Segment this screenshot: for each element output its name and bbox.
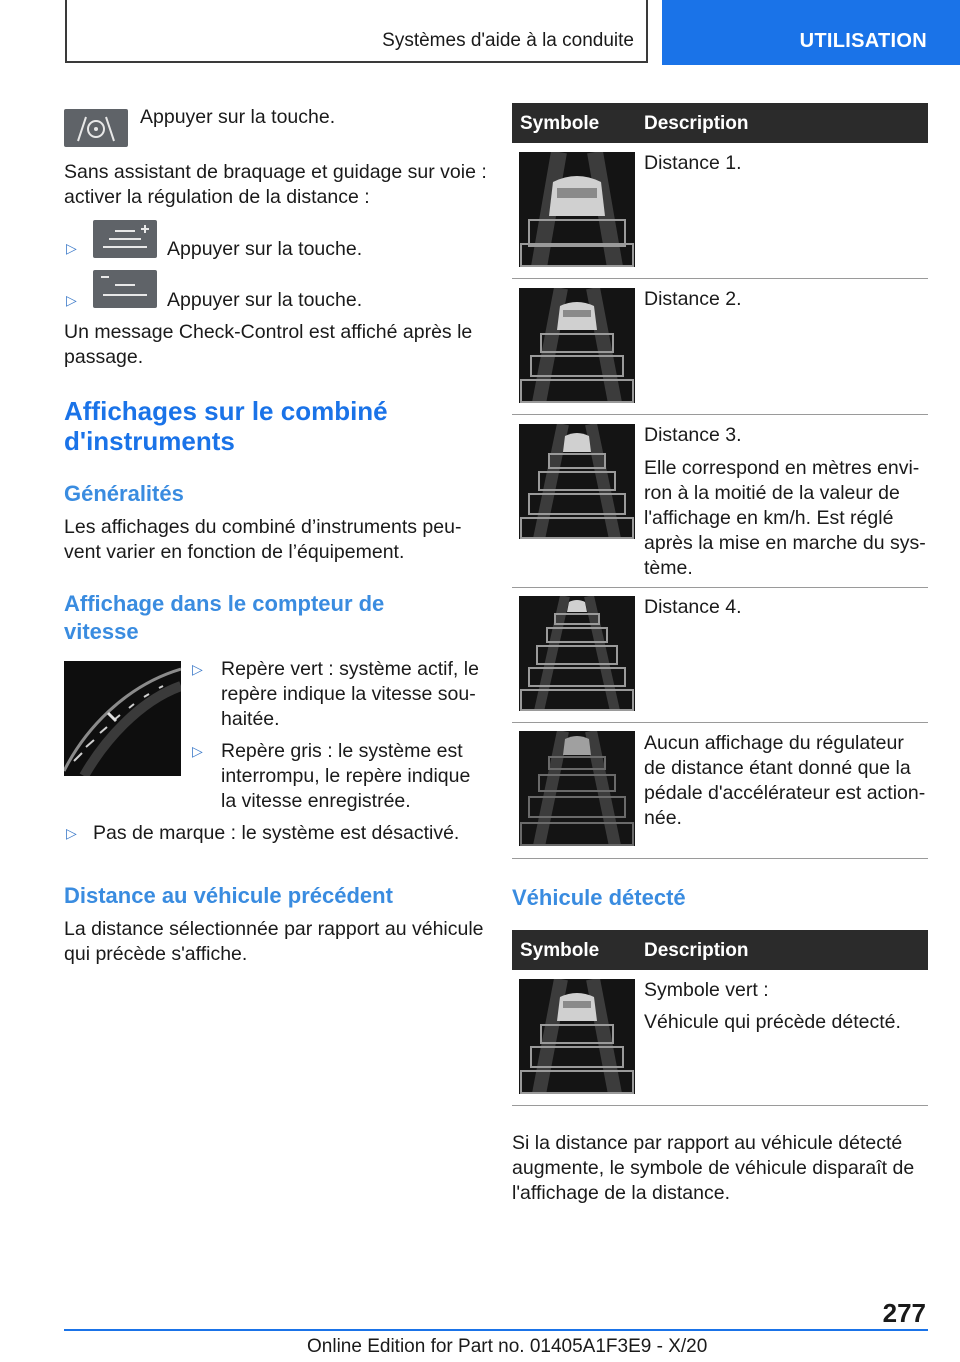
paragraph-line: Les affichages du combiné d’instruments peu- xyxy=(64,516,462,538)
table-row-divider xyxy=(512,278,928,279)
col-header-description: Description xyxy=(644,113,749,134)
header-section-title: Systèmes d'aide à la conduite xyxy=(382,30,634,51)
table-cell-description: Distance 1. xyxy=(644,152,742,174)
table-cell-description: Distance 3. xyxy=(644,424,742,446)
speedometer-marker-image xyxy=(64,661,181,776)
table-cell-description: l'affichage en km/h. Est réglé xyxy=(644,507,894,529)
table-row-divider xyxy=(512,414,928,415)
bullet-text: la vitesse enregistrée. xyxy=(221,790,411,812)
bullet-text: Pas de marque : le système est désactivé. xyxy=(93,822,460,844)
header-chapter-title: UTILISATION xyxy=(799,30,927,52)
bullet-text: Repère vert : système actif, le xyxy=(221,658,479,680)
paragraph-line: l'affichage de la distance. xyxy=(512,1182,731,1204)
footer-divider xyxy=(64,1329,928,1331)
col-header-symbole: Symbole xyxy=(520,113,600,134)
bullet-text: haitée. xyxy=(221,708,280,730)
distance-2-symbol-image xyxy=(519,288,635,403)
paragraph-line: augmente, le symbole de véhicule disparaît de xyxy=(512,1157,915,1179)
heading-compteur-vitesse: Affichage dans le compteur de xyxy=(64,591,385,616)
bullet-text: interrompu, le repère indique xyxy=(221,765,471,787)
paragraph-line: passage. xyxy=(64,346,144,368)
bullet-press-button: Appuyer sur la touche. xyxy=(167,238,363,260)
distance-no-display-symbol-image xyxy=(519,731,635,846)
bullet-text: Repère gris : le système est xyxy=(221,740,463,762)
table-cell-description: Distance 4. xyxy=(644,596,742,618)
bullet-triangle-icon: ▷ xyxy=(66,240,77,256)
table-header xyxy=(512,930,928,970)
bullet-triangle-icon: ▷ xyxy=(66,292,77,308)
distance-decrease-button-icon xyxy=(93,270,157,308)
table-row-divider xyxy=(512,1105,928,1106)
col-header-symbole: Symbole xyxy=(520,940,600,961)
heading-affichages-cont: d'instruments xyxy=(64,426,235,456)
heading-compteur-vitesse-cont: vitesse xyxy=(64,619,139,644)
table-cell-description: Elle correspond en mètres envi- xyxy=(644,457,920,479)
distance-increase-button-icon xyxy=(93,220,157,258)
table-cell-description: Véhicule qui précède détecté. xyxy=(644,1011,901,1033)
distance-3-symbol-image xyxy=(519,424,635,539)
bullet-triangle-icon: ▷ xyxy=(192,661,203,677)
table-row-divider xyxy=(512,722,928,723)
col-header-description: Description xyxy=(644,940,749,961)
table-cell-description: ron à la moitié de la valeur de xyxy=(644,482,900,504)
table-cell-description: après la mise en marche du sys- xyxy=(644,532,926,554)
footer-edition-text: Online Edition for Part no. 01405A1F3E9 - X/20 xyxy=(307,1336,708,1357)
table-cell-description: Symbole vert : xyxy=(644,979,769,1001)
distance-4-symbol-image xyxy=(519,596,635,711)
paragraph-line: La distance sélectionnée par rapport au véhicule xyxy=(64,918,484,940)
vehicle-detected-symbol-image xyxy=(519,979,635,1094)
table-cell-description: Distance 2. xyxy=(644,288,742,310)
bullet-triangle-icon: ▷ xyxy=(66,825,77,841)
table-cell-description: pédale d'accélérateur est action- xyxy=(644,782,926,804)
bullet-triangle-icon: ▷ xyxy=(192,743,203,759)
table-row-divider xyxy=(512,858,928,859)
heading-affichages: Affichages sur le combiné xyxy=(64,396,388,426)
header-chapter-tab xyxy=(662,0,960,65)
bullet-text: repère indique la vitesse sou- xyxy=(221,683,476,705)
paragraph-line: vent varier en fonction de l’équipement. xyxy=(64,541,405,563)
header-section-box xyxy=(65,0,648,63)
table-cell-description: tème. xyxy=(644,557,693,579)
paragraph-line: Sans assistant de braquage et guidage sur voie : xyxy=(64,161,487,183)
instruction-press-button: Appuyer sur la touche. xyxy=(140,106,336,128)
bullet-press-button: Appuyer sur la touche. xyxy=(167,289,363,311)
table-cell-description: Aucun affichage du régulateur xyxy=(644,732,904,754)
paragraph-line: activer la régulation de la distance : xyxy=(64,186,370,208)
paragraph-line: qui précède s'affiche. xyxy=(64,943,248,965)
steering-assist-button-icon xyxy=(64,109,128,147)
table-cell-description: née. xyxy=(644,807,682,829)
table-header xyxy=(512,103,928,143)
table-row-divider xyxy=(512,587,928,588)
heading-vehicule-detecte: Véhicule détecté xyxy=(512,885,686,910)
paragraph-line: Si la distance par rapport au véhicule détecté xyxy=(512,1132,903,1154)
table-cell-description: de distance étant donné que la xyxy=(644,757,911,779)
heading-generalites: Généralités xyxy=(64,481,184,506)
paragraph-line: Un message Check-Control est affiché après le xyxy=(64,321,473,343)
heading-distance-vehicule: Distance au véhicule précédent xyxy=(64,883,393,908)
page-number: 277 xyxy=(882,1298,926,1328)
distance-1-symbol-image xyxy=(519,152,635,267)
